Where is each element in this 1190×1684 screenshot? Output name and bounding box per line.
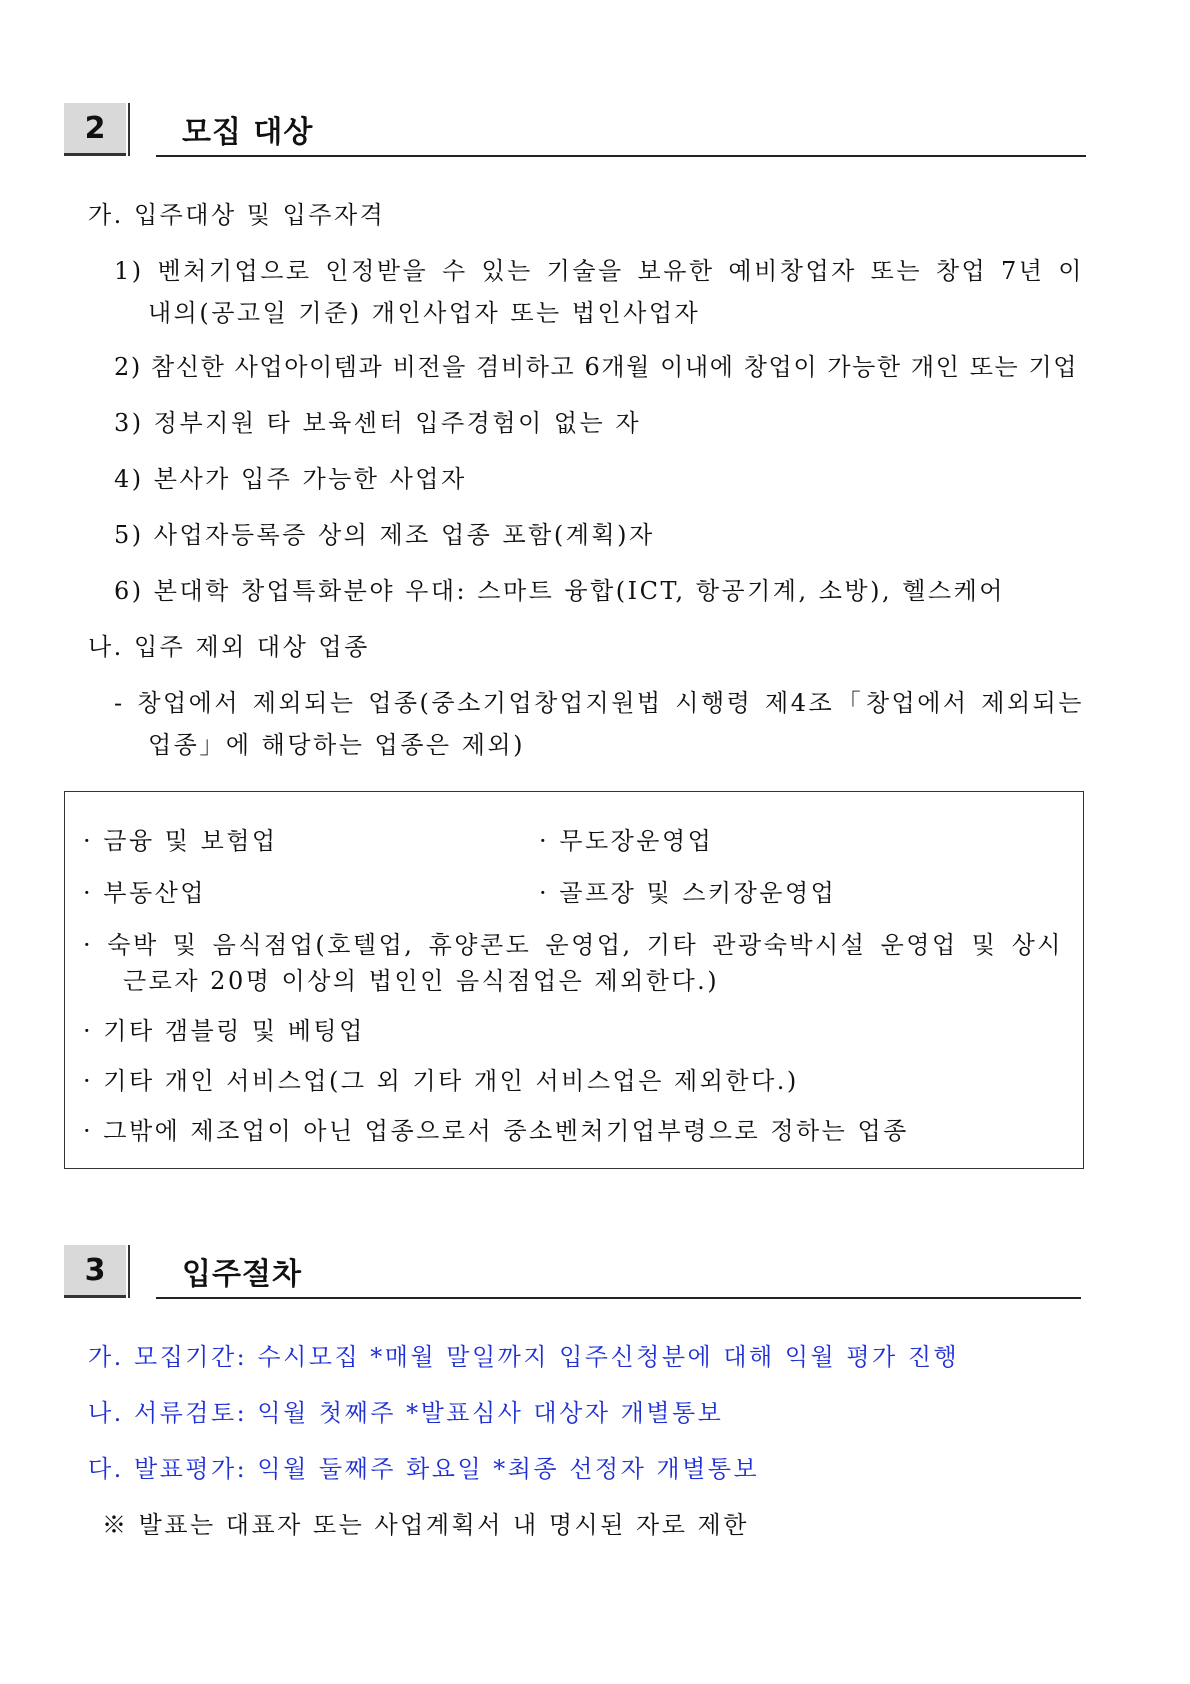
list-item: · 부동산업 — [83, 879, 206, 907]
procedure-step-a: 가. 모집기간: 수시모집 *매월 말일까지 입주신청분에 대해 익월 평가 진행 — [88, 1343, 960, 1371]
section-title: 입주절차 — [182, 1257, 302, 1292]
section-number: 3 — [64, 1245, 126, 1298]
subheading-a: 가. 입주대상 및 입주자격 — [88, 201, 386, 229]
list-item-5: 5) 사업자등록증 상의 제조 업종 포함(계획)자 — [114, 521, 655, 549]
list-item: · 골프장 및 스키장운영업 — [539, 879, 837, 907]
section-number: 2 — [64, 103, 126, 156]
list-item-1-cont: 내의(공고일 기준) 개인사업자 또는 법인사업자 — [148, 299, 701, 327]
list-item-cont: 근로자 20명 이상의 법인인 음식점업은 제외한다.) — [123, 967, 720, 995]
list-item-2: 2) 참신한 사업아이템과 비전을 겸비하고 6개월 이내에 창업이 가능한 개인 또는 기업 — [114, 353, 1079, 381]
list-item-1: 1) 벤처기업으로 인정받을 수 있는 기술을 보유한 예비창업자 또는 창업 7년 이 — [114, 257, 1084, 285]
list-item: · 숙박 및 음식점업(호텔업, 휴양콘도 운영업, 기타 관광숙박시설 운영업 및 상시 — [83, 931, 1063, 959]
procedure-step-c: 다. 발표평가: 익월 둘째주 화요일 *최종 선정자 개별통보 — [88, 1455, 760, 1483]
excluded-industries-box — [64, 791, 1084, 1169]
list-item: · 금융 및 보험업 — [83, 827, 278, 855]
list-item: · 무도장운영업 — [539, 827, 714, 855]
exclusion-text-cont: 업종」에 해당하는 업종은 제외) — [148, 731, 525, 759]
header-underline — [156, 155, 1086, 157]
list-item-4: 4) 본사가 입주 가능한 사업자 — [114, 465, 467, 493]
list-item: · 기타 개인 서비스업(그 외 기타 개인 서비스업은 제외한다.) — [83, 1067, 799, 1095]
list-item: · 기타 갬블링 및 베팅업 — [83, 1017, 365, 1045]
exclusion-text: - 창업에서 제외되는 업종(중소기업창업지원법 시행령 제4조「창업에서 제외되는 — [114, 689, 1084, 717]
subheading-b: 나. 입주 제외 대상 업종 — [88, 633, 370, 661]
header-underline — [156, 1297, 1081, 1299]
section-title: 모집 대상 — [182, 115, 314, 150]
section-2-header — [64, 103, 1084, 159]
list-item-6: 6) 본대학 창업특화분야 우대: 스마트 융합(ICT, 항공기계, 소방), 헬스케어 — [114, 577, 1005, 605]
list-item-3: 3) 정부지원 타 보육센터 입주경험이 없는 자 — [114, 409, 642, 437]
presentation-note: ※ 발표는 대표자 또는 사업계획서 내 명시된 자로 제한 — [102, 1511, 749, 1539]
list-item: · 그밖에 제조업이 아닌 업종으로서 중소벤처기업부령으로 정하는 업종 — [83, 1117, 909, 1145]
procedure-step-b: 나. 서류검토: 익월 첫째주 *발표심사 대상자 개별통보 — [88, 1399, 724, 1427]
section-3-header — [64, 1245, 1084, 1301]
header-separator — [128, 103, 130, 156]
header-separator — [128, 1245, 130, 1298]
